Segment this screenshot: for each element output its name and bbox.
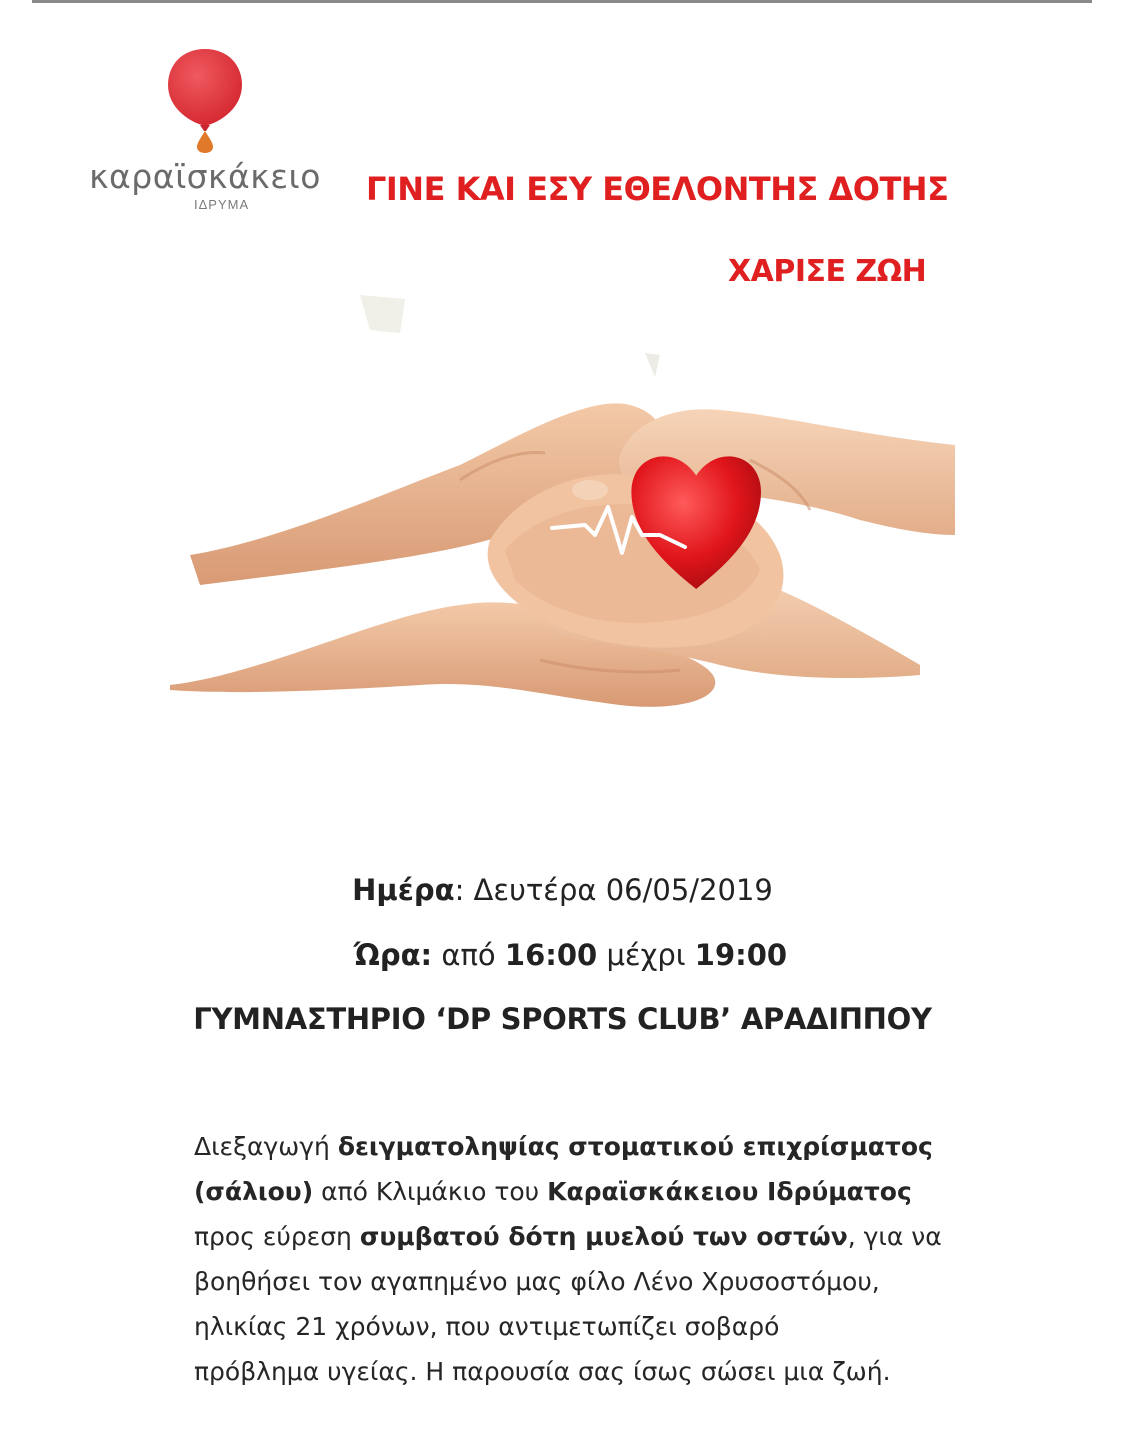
logo-subtitle: ΙΔΡΥΜΑ — [194, 197, 250, 212]
event-time — [8, 938, 1125, 972]
description-text: από Κλιμάκιο του — [313, 1177, 548, 1206]
event-time-start: 16:00 — [504, 938, 598, 972]
event-day-value: : Δευτέρα 06/05/2019 — [454, 873, 773, 907]
description-emphasis: συμβατού δότη μυελού των οστών — [359, 1222, 848, 1251]
event-day-label: Ημέρα — [352, 873, 455, 907]
description-text: , για να — [847, 1222, 942, 1251]
description-line — [194, 1124, 974, 1169]
event-time-to: μέχρι — [606, 938, 686, 972]
event-time-label: Ώρα: — [353, 938, 433, 972]
foundation-logo — [80, 45, 330, 220]
description-text: Διεξαγωγή — [194, 1132, 338, 1161]
top-divider — [32, 0, 1092, 3]
description-emphasis: Καραϊσκάκειου Ιδρύματος — [547, 1177, 912, 1206]
description-text: προς εύρεση — [194, 1222, 360, 1251]
headline-give-life: ΧΑΡΙΣΕ ΖΩΗ — [728, 254, 927, 289]
description-line: ηλικίας 21 χρόνων, που αντιμετωπίζει σοβαρό — [194, 1312, 780, 1341]
description-emphasis: δειγματοληψίας στοματικού επιχρίσματος — [337, 1132, 933, 1161]
event-time-from: από — [441, 938, 496, 972]
headline-volunteer-donor: ΓΙΝΕ ΚΑΙ ΕΣΥ ΕΘΕΛΟΝΤΗΣ ΔΟΤΗΣ — [366, 170, 949, 208]
description-emphasis: (σάλιου) — [194, 1177, 314, 1206]
hands-holding-heart-icon — [160, 285, 960, 725]
event-day — [0, 873, 1125, 907]
description-line — [194, 1169, 974, 1214]
event-description — [194, 1124, 974, 1394]
balloon-drop-icon — [160, 45, 250, 155]
description-line — [194, 1214, 974, 1259]
description-line: βοηθήσει τον αγαπημένο μας φίλο Λένο Χρυσοστόμου, — [194, 1267, 880, 1296]
event-venue: ΓΥΜΝΑΣΤΗΡΙΟ ‘DP SPORTS CLUB’ ΑΡΑΔΙΠΠΟΥ — [193, 1002, 932, 1036]
logo-wordmark: καραϊσκάκειο — [89, 157, 321, 196]
description-line: πρόβλημα υγείας. Η παρουσία σας ίσως σώσει μια ζωή. — [194, 1357, 891, 1386]
event-time-end: 19:00 — [694, 938, 788, 972]
